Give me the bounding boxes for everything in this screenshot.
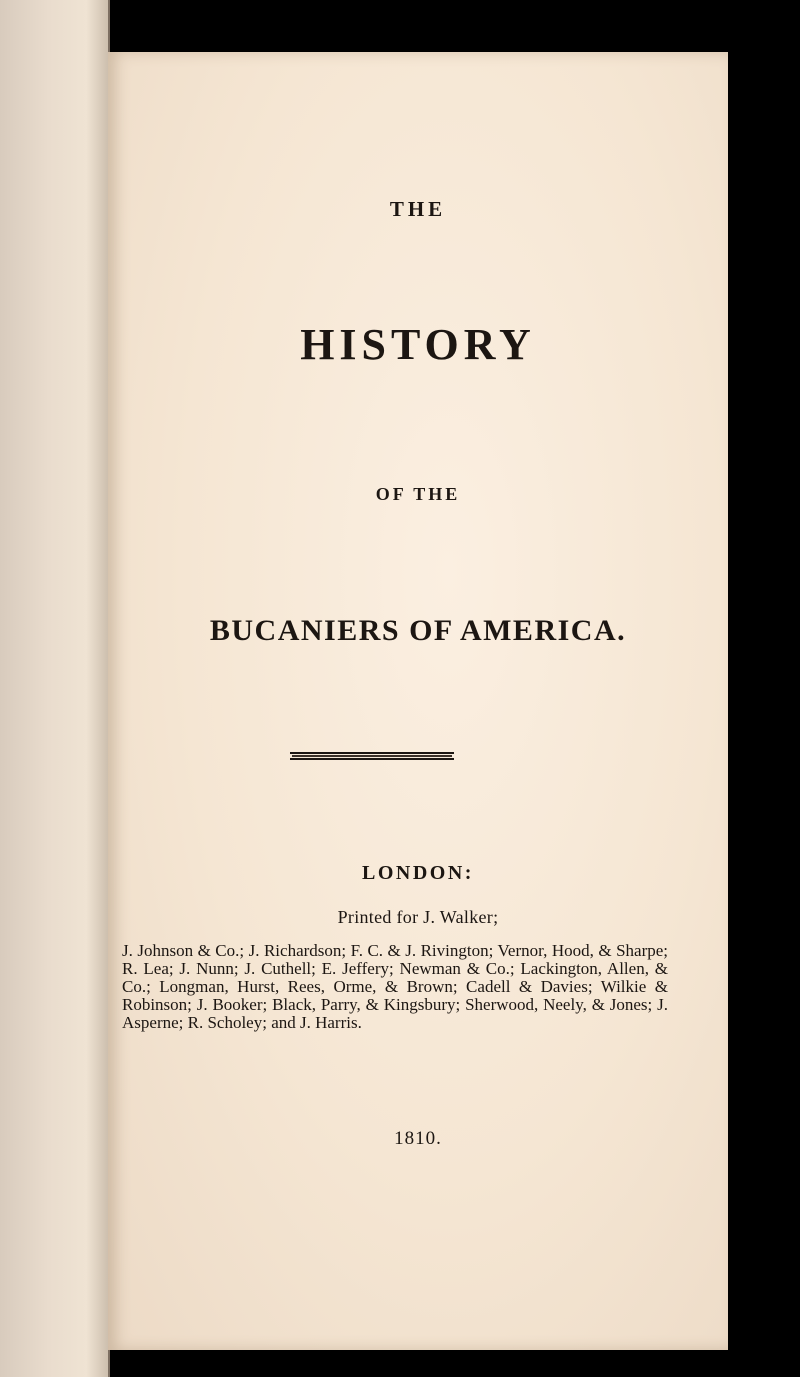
title-history: HISTORY — [300, 320, 536, 369]
imprint-city: LONDON: — [362, 862, 474, 884]
printed-for-line: Printed for J. Walker; — [337, 907, 499, 927]
facing-page-edge — [0, 0, 110, 1377]
publishers-text: J. Johnson & Co.; J. Richardson; F. C. & J. Rivington; Vernor, Hood, & Sharpe; R. Lea; J. Nunn; J. Cuthell; E. Jeffery; Newman & Co.; Lackington, Allen, & Co.; Longman, Hurst, Rees, Orme, & Brown; Cadell & Davies; Wilkie & Robinson; J. Booker; Black, Parry, & Kingsbury; Sherwood, Neely, & Jones; J. Asperne; R. Scholey; and J. Harris. — [122, 941, 668, 1032]
title-page — [108, 52, 728, 1350]
title-the: THE — [389, 197, 447, 221]
publication-year: 1810. — [394, 1128, 442, 1149]
publishers-list — [122, 942, 668, 1032]
title-of-the: OF THE — [375, 484, 461, 504]
ornamental-rule — [290, 752, 454, 760]
title-bucaniers: BUCANIERS OF AMERICA. — [209, 614, 627, 647]
